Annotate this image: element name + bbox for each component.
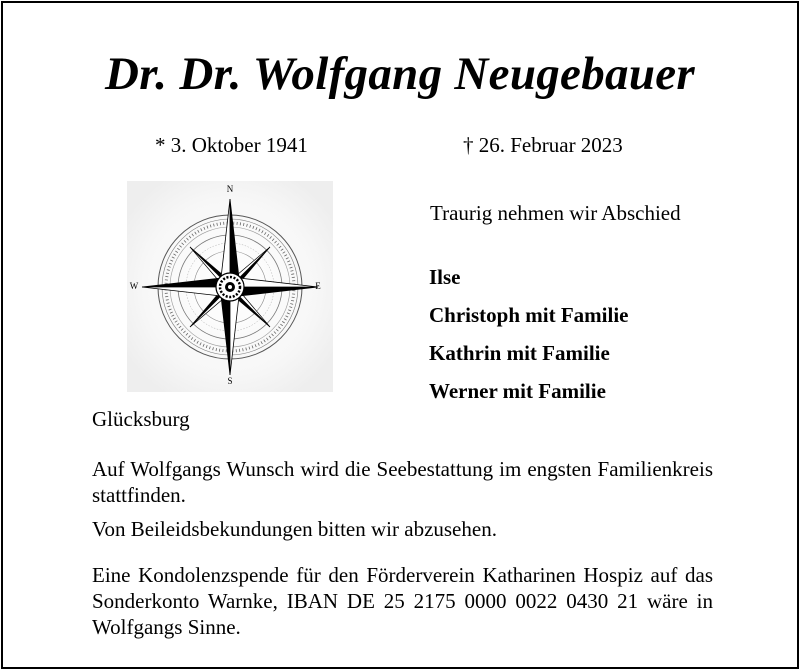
death-date: † 26. Februar 2023	[463, 133, 623, 157]
mourner-name: Werner mit Familie	[429, 379, 606, 403]
compass-east-label: E	[315, 281, 321, 291]
birth-date: * 3. Oktober 1941	[155, 133, 308, 157]
mourners-list	[429, 258, 629, 410]
burial-paragraph: Auf Wolfgangs Wunsch wird die Seebestattung im engsten Familienkreis stattfinden.	[92, 457, 713, 507]
compass-west-label: W	[129, 281, 139, 291]
condolence-paragraph: Von Beileidsbekundungen bitten wir abzusehen.	[92, 517, 497, 541]
compass-rose-icon	[127, 181, 333, 392]
place-name: Glücksburg	[92, 407, 190, 431]
deceased-name: Dr. Dr. Wolfgang Neugebauer	[104, 48, 696, 100]
donation-paragraph: Eine Kondolenzspende für den Förderverein Katharinen Hospiz auf das Sonderkonto Warnke, IBAN DE 25 2175 0000 0022 0430 21 wäre in Wolfgangs Sinne.	[92, 563, 713, 639]
compass-south-label: S	[227, 376, 233, 386]
mourner-name: Christoph mit Familie	[429, 303, 629, 327]
mourner-name: Ilse	[429, 265, 461, 289]
compass-north-label: N	[226, 184, 234, 194]
farewell-intro: Traurig nehmen wir Abschied	[430, 201, 681, 225]
mourner-name: Kathrin mit Familie	[429, 341, 610, 365]
